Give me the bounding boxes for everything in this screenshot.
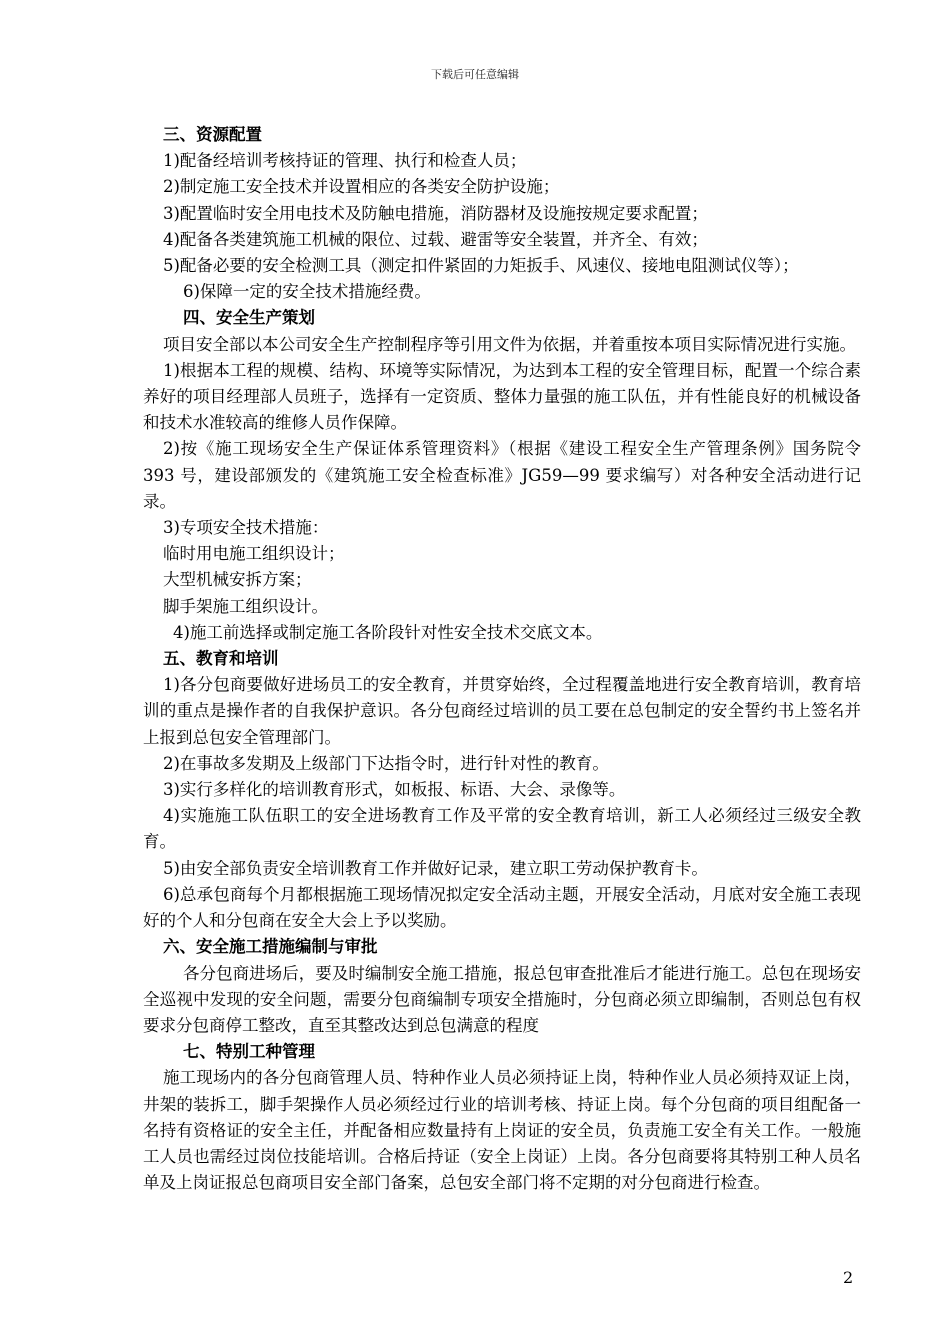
- paragraph: 1)各分包商要做好进场员工的安全教育，并贯穿始终，全过程覆盖地进行安全教育培训，教育培训的重点是操作者的自我保护意识。各分包商经过培训的员工要在总包制定的安全誓约书上签名并上报到总包安全管理部门。: [143, 675, 861, 747]
- paragraph: 4)实施施工队伍职工的安全进场教育工作及平常的安全教育培训，新工人必须经过三级安全教育。: [143, 806, 861, 852]
- paragraph: 脚手架施工组织设计。: [163, 596, 328, 616]
- section-heading: 五、教育和培训: [163, 649, 279, 669]
- paragraph: 1)配备经培训考核持证的管理、执行和检查人员；: [163, 151, 527, 171]
- paragraph: 1)根据本工程的规模、结构、环境等实际情况，为达到本工程的安全管理目标，配置一个综合素养好的项目经理部人员班子，选择有一定资质、整体力量强的施工队伍，并有性能良好的机械设备和技术水准较高的维修人员作保障。: [143, 360, 861, 433]
- paragraph: 4)配备各类建筑施工机械的限位、过载、避雷等安全装置，并齐全、有效；: [163, 229, 708, 249]
- paragraph: 4)施工前选择或制定施工各阶段针对性安全技术交底文本。: [173, 622, 603, 642]
- paragraph: 临时用电施工组织设计；: [163, 544, 345, 564]
- paragraph: 6)总承包商每个月都根据施工现场情况拟定安全活动主题，开展安全活动，月底对安全施工表现好的个人和分包商在安全大会上予以奖励。: [143, 884, 861, 931]
- paragraph: 2)制定施工安全技术并设置相应的各类安全防护设施；: [163, 177, 560, 197]
- section-heading: 七、特别工种管理: [183, 1042, 315, 1062]
- paragraph: 3)配置临时安全用电技术及防触电措施，消防器材及设施按规定要求配置；: [163, 203, 708, 223]
- page-number: 2: [843, 1268, 854, 1287]
- section-heading: 三、资源配置: [163, 125, 262, 144]
- page-header: 下载后可任意编辑: [431, 68, 519, 81]
- section-heading: 四、安全生产策划: [183, 308, 315, 328]
- paragraph: 2)在事故多发期及上级部门下达指令时，进行针对性的教育。: [163, 753, 609, 773]
- document-body: [143, 122, 861, 1196]
- paragraph: 3)实行多样化的培训教育形式，如板报、标语、大会、录像等。: [163, 780, 626, 800]
- paragraph: 6)保障一定的安全技术措施经费。: [183, 282, 431, 302]
- paragraph: 各分包商进场后，要及时编制安全施工措施，报总包审查批准后才能进行施工。总包在现场安全巡视中发现的安全问题，需要分包商编制专项安全措施时，分包商必须立即编制，否则总包有权要求分包商停工整改，直至其整改达到总包满意的程度: [143, 963, 861, 1035]
- paragraph: 5)配备必要的安全检测工具（测定扣件紧固的力矩扳手、风速仪、接地电阻测试仪等）；: [163, 256, 799, 276]
- paragraph: 施工现场内的各分包商管理人员、特种作业人员必须持证上岗，特种作业人员必须持双证上岗，井架的装拆工，脚手架操作人员必须经过行业的培训考核、持证上岗。每个分包商的项目组配备一名持有资格证的安全主任，并配备相应数量持有上岗证的安全员，负责施工安全有关工作。一般施工人员也需经过岗位技能培训。合格后持证（安全上岗证）上岗。各分包商要将其特别工种人员名单及上岗证报总包商项目安全部门备案，总包安全部门将不定期的对分包商进行检查。: [143, 1068, 861, 1193]
- paragraph: 2)按《施工现场安全生产保证体系管理资料》（根据《建设工程安全生产管理条例》国务院令 393 号，建设部颁发的《建筑施工安全检查标准》JG59—99 要求编写）对各种安全活动进行记录。: [143, 439, 861, 511]
- paragraph: 5)由安全部负责安全培训教育工作并做好记录，建立职工劳动保护教育卡。: [163, 858, 708, 878]
- section-heading: 六、安全施工措施编制与审批: [163, 937, 378, 957]
- paragraph: 3)专项安全技术措施：: [163, 518, 329, 538]
- paragraph: 大型机械安拆方案；: [163, 570, 312, 590]
- paragraph: 项目安全部以本公司安全生产控制程序等引用文件为依据，并着重按本项目实际情况进行实施。: [163, 334, 856, 354]
